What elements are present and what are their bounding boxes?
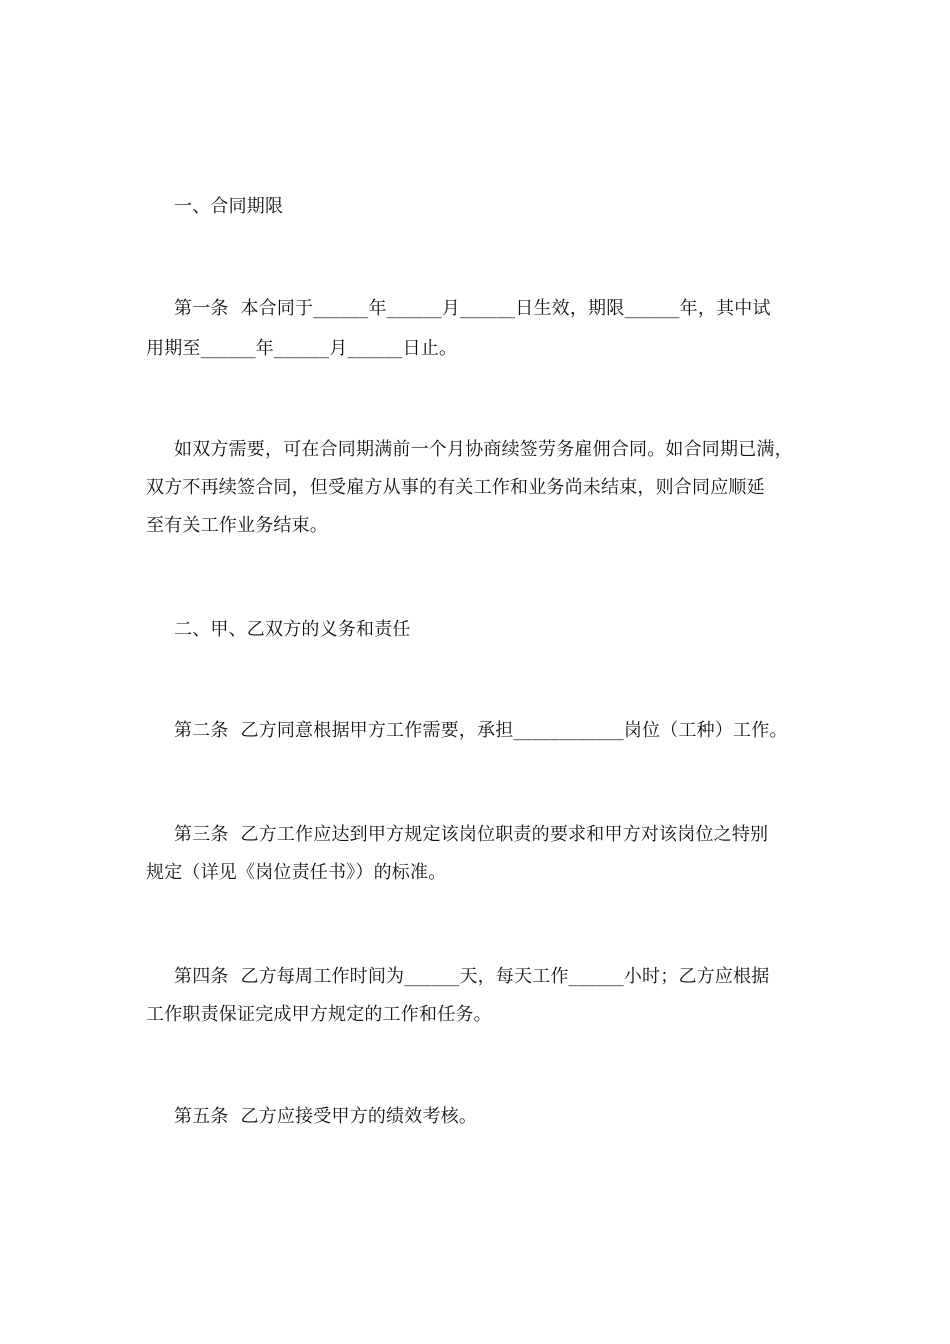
article-4-line-2: 工作职责保证完成甲方规定的工作和任务。 [146, 1004, 492, 1025]
section-2-heading: 二、甲、乙双方的义务和责任 [174, 619, 411, 640]
section-1-heading: 一、合同期限 [174, 196, 284, 217]
article-5-line-1: 第五条 乙方应接受甲方的绩效考核。 [174, 1106, 478, 1127]
renewal-line-1: 如双方需要，可在合同期满前一个月协商续签劳务雇佣合同。如合同期已满， [174, 439, 793, 460]
article-1-line-2: 用期至______年______月______日止。 [146, 338, 458, 359]
article-4-line-1: 第四条 乙方每周工作时间为______天，每天工作______小时；乙方应根据 [174, 966, 770, 987]
article-3-line-1: 第三条 乙方工作应达到甲方规定该岗位职责的要求和甲方对该岗位之特别 [174, 824, 769, 845]
renewal-line-3: 至有关工作业务结束。 [146, 515, 328, 536]
article-3-line-2: 规定（详见《岗位责任书》）的标准。 [146, 862, 447, 883]
article-2-line-1: 第二条 乙方同意根据甲方工作需要，承担____________岗位（工种）工作。 [174, 720, 788, 741]
renewal-line-2: 双方不再续签合同，但受雇方从事的有关工作和业务尚未结束，则合同应顺延 [146, 477, 765, 498]
article-1-line-1: 第一条 本合同于______年______月______日生效，期限______年，其中试 [174, 298, 771, 319]
